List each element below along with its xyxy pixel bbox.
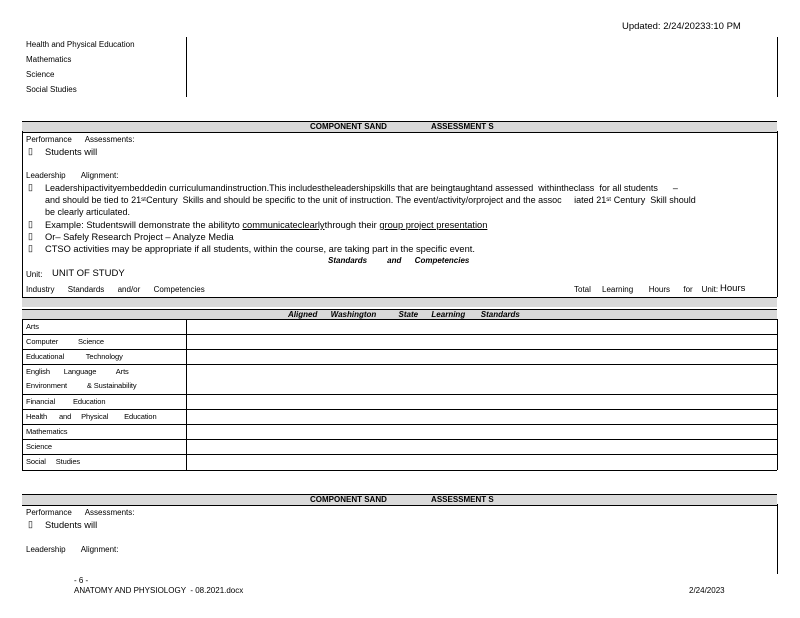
row-label: Financial Education: [26, 397, 106, 406]
performance-label: Performance Assessments:: [26, 508, 135, 517]
updated-timestamp: Updated: 2/24/20233:10 PM: [622, 21, 741, 32]
performance-item: Students will: [45, 520, 98, 530]
footer-date: 2/24/2023: [689, 586, 725, 595]
table-row: [22, 394, 777, 410]
subject-label: Mathematics: [26, 55, 72, 64]
bullet-icon: ▯: [28, 243, 33, 253]
unit-value: UNIT OF STUDY: [52, 268, 125, 279]
table-row: [22, 364, 777, 380]
industry-label: Industry Standards and/or Competencies: [26, 285, 205, 294]
table-row: [22, 334, 777, 350]
components-title: COMPONENT SAND ASSESSMENT S: [310, 495, 494, 504]
page-number: - 6 -: [74, 576, 89, 585]
components-bar: [22, 121, 777, 133]
subject-label: Social Studies: [26, 85, 77, 94]
leadership-label: Leadership Alignment:: [26, 545, 119, 554]
table-divider: [186, 37, 187, 97]
row-label: Science: [26, 442, 52, 451]
table-row: [22, 379, 777, 394]
row-label: Arts: [26, 322, 39, 331]
bullet-icon: ▯: [28, 519, 33, 529]
table-row: [22, 349, 777, 365]
row-label: Educational Technology: [26, 352, 123, 361]
table-row: [22, 319, 777, 335]
components-title: COMPONENT SAND ASSESSMENT S: [310, 122, 494, 131]
leadership-label: Leadership Alignment:: [26, 171, 119, 180]
subject-label: Science: [26, 70, 55, 79]
bullet-icon: ▯: [28, 219, 33, 229]
example-text: through their: [324, 220, 380, 230]
section-border-right: [777, 504, 778, 574]
example-line: [45, 219, 487, 231]
bullet-icon: ▯: [28, 231, 33, 241]
table-row: [22, 409, 777, 425]
row-label: Computer Science: [26, 337, 104, 346]
subject-label: Health and Physical Education: [26, 40, 135, 49]
example-link-group-project: group project presentation: [379, 220, 488, 230]
leadership-text-line: Leadershipactivityembeddedin curriculumandinstruction.This includestheleadershipskills that are beingtaughtand assessed withintheclass for all students –: [45, 183, 678, 193]
performance-label: Performance Assessments:: [26, 135, 135, 144]
or-line: Or– Safely Research Project – Analyze Media: [45, 232, 234, 242]
table-row: [22, 439, 777, 455]
section-border-right: [777, 131, 778, 297]
aligned-title: Aligned Washington State Learning Standards: [288, 310, 520, 319]
table-row: [22, 454, 777, 471]
components-bar: [22, 494, 777, 506]
example-text: Example: Studentswill demonstrate the abilityto: [45, 220, 243, 230]
total-hours-label: Total Learning Hours for Unit:: [574, 285, 719, 294]
bullet-icon: ▯: [28, 146, 33, 156]
row-label: Health and Physical Education: [26, 412, 157, 421]
leadership-text-line: and should be tied to 21ˢᵗCentury Skills and should be specific to the unit of instruction. The event/activity/orproject and the assoc iated 21ˢᵗ Century Skill should: [45, 195, 696, 205]
table-border: [22, 319, 23, 470]
standards-title: Standards and Competencies: [328, 256, 470, 265]
row-label: Environment & Sustainability: [26, 381, 137, 390]
unit-label: Unit:: [26, 270, 43, 279]
bullet-icon: ▯: [28, 182, 33, 192]
row-label: English Language Arts: [26, 367, 129, 376]
footer-filename: ANATOMY AND PHYSIOLOGY - 08.2021.docx: [74, 586, 244, 595]
hours-value: Hours: [720, 283, 746, 294]
section-border-left: [22, 131, 23, 297]
table-border: [777, 319, 778, 470]
row-label: Social Studies: [26, 457, 81, 466]
example-link-communicate: communicateclearly: [242, 220, 325, 230]
row-label: Mathematics: [26, 427, 68, 436]
leadership-text-line: be clearly articulated.: [45, 207, 131, 217]
table-row: [22, 424, 777, 440]
ctso-line: CTSO activities may be appropriate if all students, within the course, are taking part in the specific event.: [45, 244, 475, 254]
table-border: [777, 37, 778, 97]
performance-item: Students will: [45, 147, 98, 157]
spacer-bar: [22, 297, 777, 307]
